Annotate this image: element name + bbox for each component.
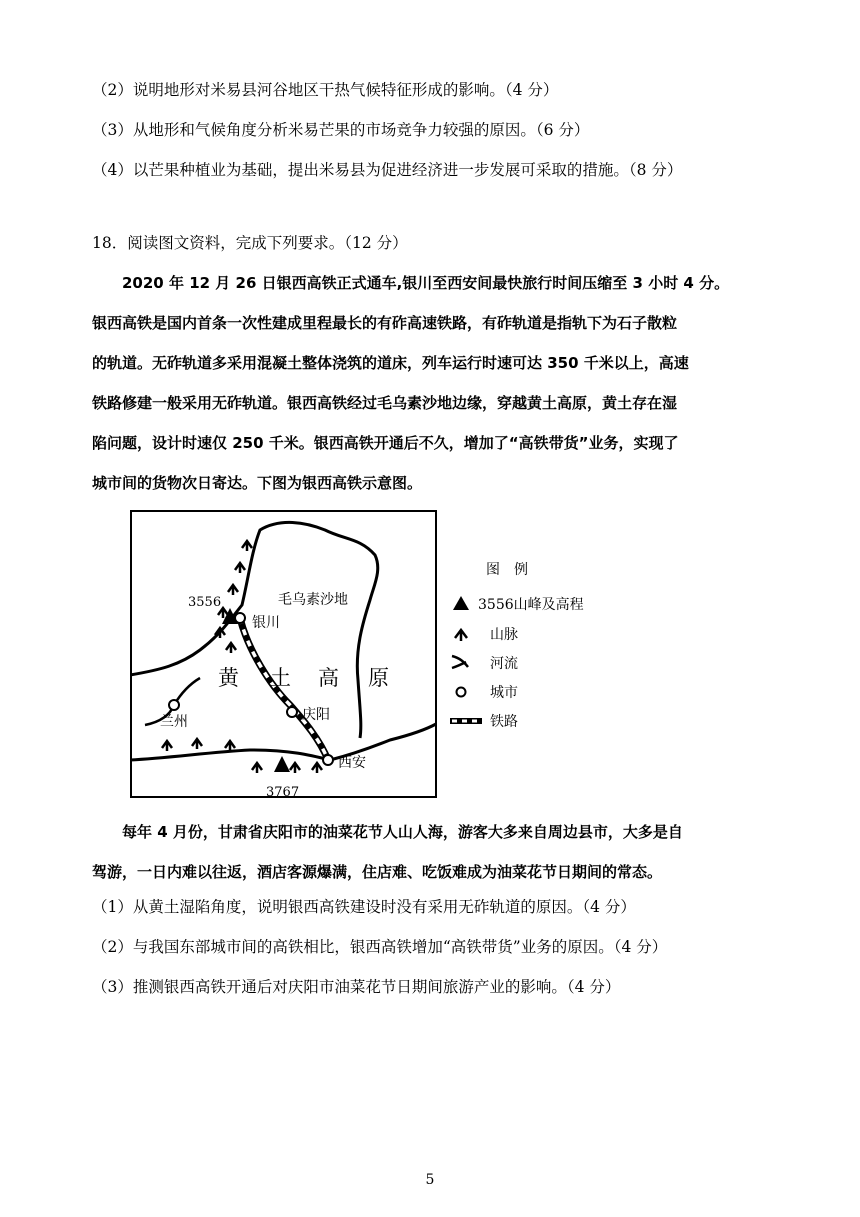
question-18-title: 18．阅读图文资料，完成下列要求。（12 分） [92,234,408,252]
peak-south-label: 3767 [266,785,300,800]
legend-title: 图 例 [486,562,528,578]
question-3: （3）从地形和气候角度分析米易芒果的市场竞争力较强的原因。（6 分） [92,121,590,139]
desert-label: 毛乌素沙地 [278,592,348,608]
city-xian-icon [323,755,333,765]
map-frame [131,511,436,797]
question-18-3: （3）推测银西高铁开通后对庆阳市油菜花节日期间旅游产业的影响。（4 分） [92,978,621,996]
city-yinchuan-label: 银川 [252,615,280,631]
material-line: 铁路修建一般采用无砟轨道。银西高铁经过毛乌素沙地边缘，穿越黄土高原，黄土存在湿 [92,394,678,412]
question-18-2: （2）与我国东部城市间的高铁相比，银西高铁增加“高铁带货”业务的原因。（4 分） [92,938,668,956]
material2-line: 驾游，一日内难以往返，酒店客源爆满，住店难、吃饭难成为油菜花节日期间的常态。 [92,863,663,881]
city-xian-label: 西安 [338,755,366,771]
legend-city-label: 城市 [490,685,518,701]
peak-north-label: 3556 [188,595,222,610]
legend-peak-label: 3556山峰及高程 [478,597,584,613]
legend-river-icon [452,656,468,668]
city-lanzhou-label: 兰州 [160,714,188,730]
material-line: 城市间的货物次日寄达。下图为银西高铁示意图。 [92,474,423,492]
plateau-char: 土 [270,666,291,690]
material2-line: 每年 4 月份，甘肃省庆阳市的油菜花节人山人海，游客大多来自周边县市，大多是自 [122,823,683,841]
city-lanzhou-icon [169,700,179,710]
question-18-1: （1）从黄土湿陷角度，说明银西高铁建设时没有采用无砟轨道的原因。（4 分） [92,898,636,916]
material-line: 的轨道。无砟轨道多采用混凝土整体浇筑的道床，列车运行时速可达 350 千米以上，高速 [92,354,689,372]
legend-mountain-icon [455,630,467,641]
railway-map [130,510,610,800]
question-2: （2）说明地形对米易县河谷地区干热气候特征形成的影响。（4 分） [92,81,559,99]
legend-peak-icon [453,596,469,610]
legend-city-icon [457,688,466,697]
legend-railway-label: 铁路 [490,714,518,730]
plateau-char: 原 [368,666,389,690]
city-qingyang-label: 庆阳 [302,707,330,723]
question-4: （4）以芒果种植业为基础，提出米易县为促进经济进一步发展可采取的措施。（8 分） [92,161,683,179]
legend-mountain-label: 山脉 [490,627,518,643]
material-line: 银西高铁是国内首条一次性建成里程最长的有砟高速铁路，有砟轨道是指轨下为石子散粒 [92,314,678,332]
plateau-char: 高 [318,666,339,690]
material-line: 陷问题，设计时速仅 250 千米。银西高铁开通后不久，增加了“高铁带货”业务，实现了 [92,434,679,452]
legend-river-label: 河流 [490,656,518,672]
map-legend [450,562,584,730]
city-yinchuan-icon [235,613,245,623]
page-number: 5 [425,1172,435,1188]
plateau-char: 黄 [218,666,239,690]
city-qingyang-icon [287,707,297,717]
material-line: 2020 年 12 月 26 日银西高铁正式通车,银川至西安间最快旅行时间压缩至 3 小时 4 分。 [122,274,730,292]
